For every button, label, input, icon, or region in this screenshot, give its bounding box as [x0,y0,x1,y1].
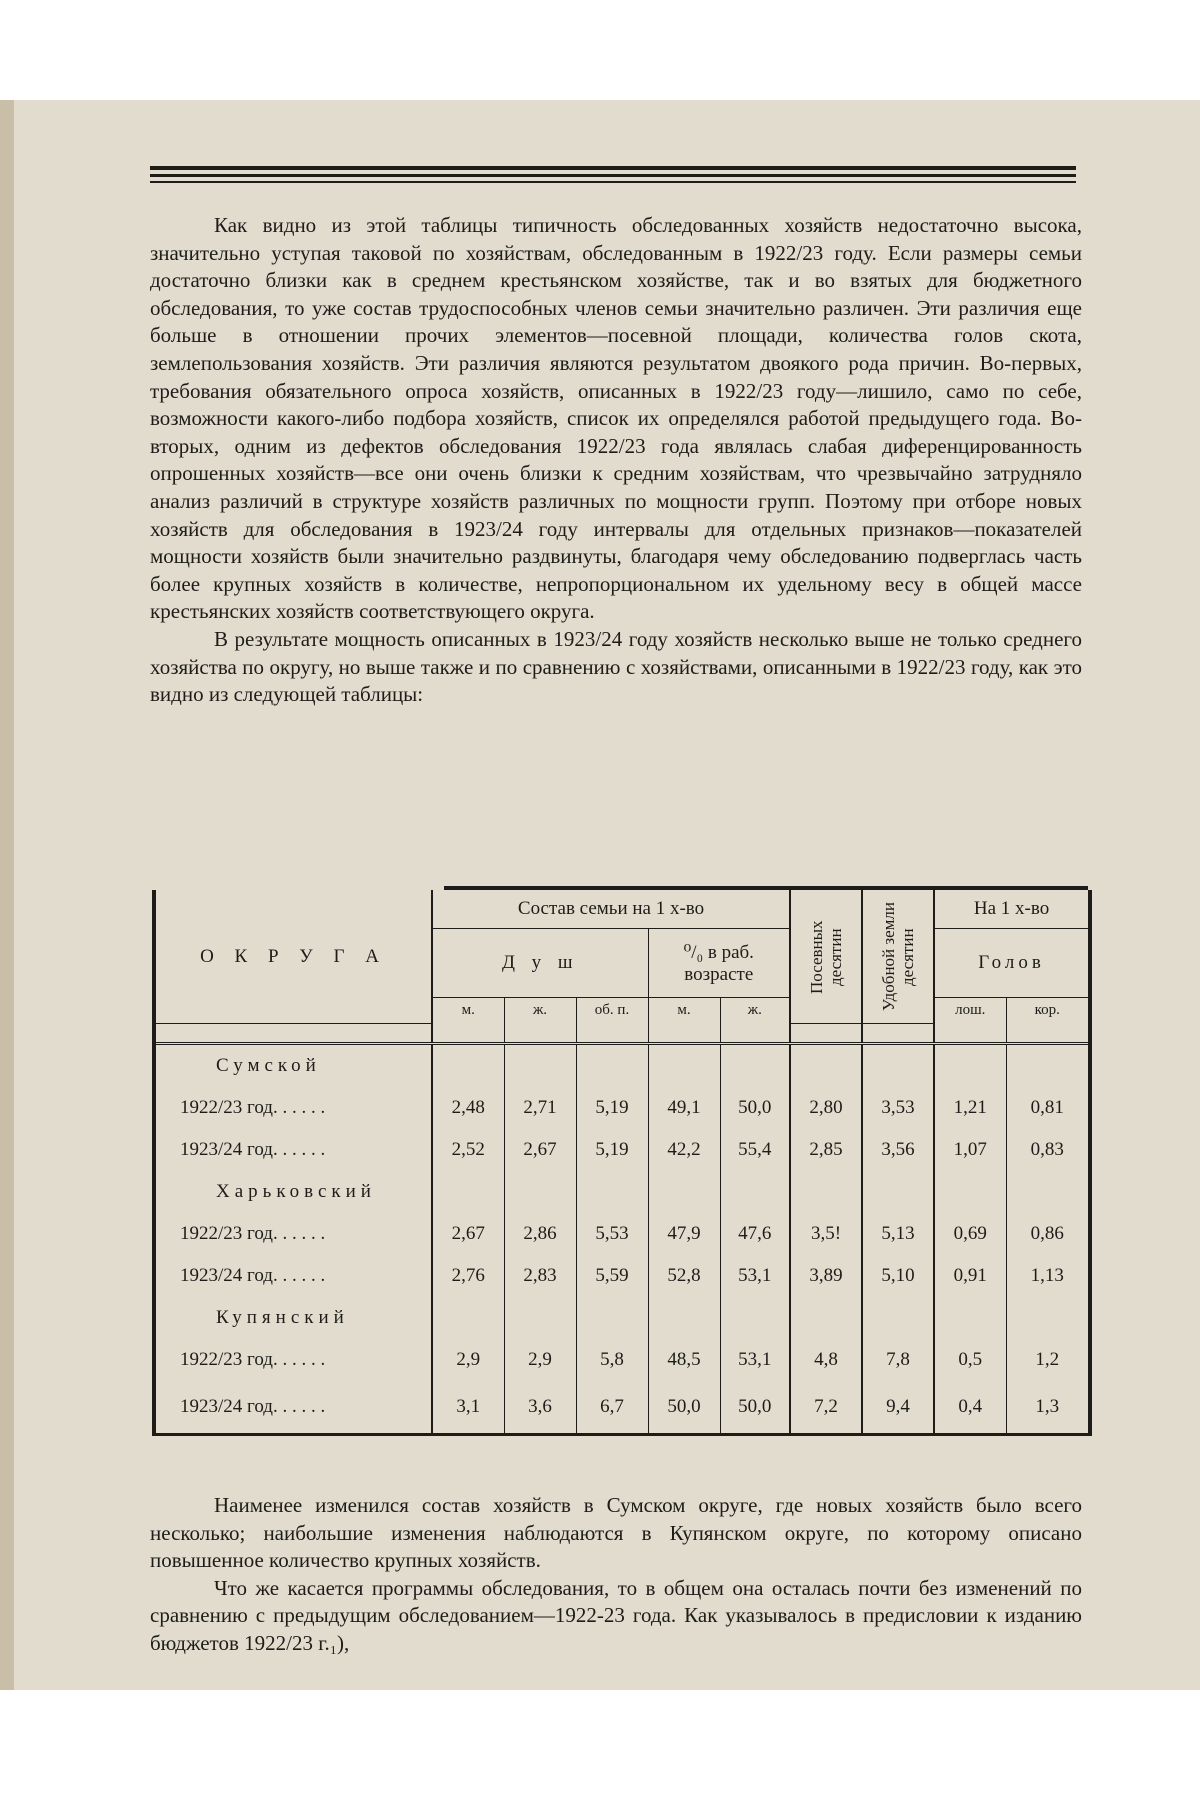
unit-m: м. [432,998,504,1024]
table-cell: 2,48 [432,1087,504,1129]
text-block-top [150,212,1082,709]
table-cell: 53,1 [720,1255,790,1297]
table-cell: 5,53 [576,1213,648,1255]
row-label: 1922/23 год. . . . . . [154,1339,432,1381]
text-block-bottom [150,1492,1082,1658]
unit-m2: м. [648,998,720,1024]
table-cell: 1,21 [934,1087,1006,1129]
table-cell: 49,1 [648,1087,720,1129]
row-label: 1923/24 год. . . . . . [154,1381,432,1435]
table-cell: 3,6 [504,1381,576,1435]
table-cell: 42,2 [648,1129,720,1171]
table-cell: 2,9 [432,1339,504,1381]
table-cell: 0,69 [934,1213,1006,1255]
table-cell: 5,13 [862,1213,934,1255]
table-cell: 53,1 [720,1339,790,1381]
table-cell: 6,7 [576,1381,648,1435]
header-rule [150,166,1076,188]
table-cell: 47,6 [720,1213,790,1255]
row-label: 1923/24 год. . . . . . [154,1255,432,1297]
table-cell: 50,0 [720,1381,790,1435]
unit-horses: лош. [934,998,1006,1024]
table-cell: 0,86 [1006,1213,1090,1255]
paragraph: Наименее изменился состав хозяйств в Сумском округе, где новых хозяйств было всего несколько; наибольшие изменения наблюдаются в Купянском округе, по которому описано повышенное количество крупных хозяйств. [150,1493,1082,1573]
unit-ob-p: об. п. [576,998,648,1024]
table-cell: 2,80 [790,1087,862,1129]
paragraph: Как видно из этой таблицы типичность обследованных хозяйств недостаточно высока, значительно уступая таковой по хозяйствам, обследованным в 1922/23 году. Если размеры семьи достаточно близки как в среднем крестьянском хозяйстве, так и во взятых для бюджетного обследования, то уже состав трудоспособных членов семьи значительно различен. Эти различия еще больше в отношении прочих элементов—посевной площади, количества голов скота, землепользования хозяйств. Эти различия являются результатом двоякого рода причин. Во-первых, требования обязательного опроса хозяйств, описанных в 1922/23 году—лишило, само по себе, возможности какого-либо подбора хозяйств, список их определялся работой предыдущего года. Во-вторых, одним из дефектов обследования 1922/23 года являлась слабая диференцированность опрошенных хозяйств—все они очень близки к средним хозяйствам, что чрезвычайно затрудняло анализ различий в структуре хозяйств различных по мощности групп. Поэтому при отборе новых хозяйств для обследования в 1923/24 году интервалы для отдельных признаков—показателей мощности хозяйств были значительно раздвинуты, благодаря чему обследованию подверглась часть более крупных хозяйств в количестве, непропорциональном их удельному весу в общей массе крестьянских хозяйств соответствующего округа. [150,213,1082,624]
table-cell: 50,0 [720,1087,790,1129]
table-cell: 0,83 [1006,1129,1090,1171]
table-cell: 9,4 [862,1381,934,1435]
header-land: Удобной земли десятин [862,890,934,1024]
table-cell: 55,4 [720,1129,790,1171]
table-cell: 3,1 [432,1381,504,1435]
header-heads: Голов [934,929,1090,998]
header-working-age: ⁰/₀ в раб. возрасте [648,929,790,998]
table-cell: 0,4 [934,1381,1006,1435]
table-cell: 7,2 [790,1381,862,1435]
table-cell: 2,9 [504,1339,576,1381]
table-row [154,1087,1090,1129]
table-cell: 2,76 [432,1255,504,1297]
comparison-table [152,886,1088,1436]
table-row [154,1381,1090,1435]
table-body [152,1045,1092,1436]
table-cell: 2,83 [504,1255,576,1297]
table-cell: 1,13 [1006,1255,1090,1297]
table-cell: 1,07 [934,1129,1006,1171]
table-cell: 0,5 [934,1339,1006,1381]
paragraph: В результате мощность описанных в 1923/24 году хозяйств несколько выше не только среднего хозяйства по округу, но выше также и по сравнению с хозяйствами, описанными в 1922/23 году, как это видно из следующей таблицы: [150,626,1082,707]
table-cell: 2,85 [790,1129,862,1171]
table-cell: 5,10 [862,1255,934,1297]
unit-zh: ж. [504,998,576,1024]
header-dush: Д у ш [432,929,648,998]
table-cell: 5,8 [576,1339,648,1381]
group-name: Купянский [154,1297,432,1339]
header-family: Состав семьи на 1 х-во [432,890,790,929]
table-cell: 0,81 [1006,1087,1090,1129]
row-label: 1922/23 год. . . . . . [154,1213,432,1255]
table-cell: 47,9 [648,1213,720,1255]
group-name: Харьковский [154,1171,432,1213]
table-cell: 1,2 [1006,1339,1090,1381]
group-row [154,1297,1090,1339]
group-name: Сумской [154,1045,432,1087]
table-cell: 2,71 [504,1087,576,1129]
header-per-farm: На 1 х-во [934,890,1090,929]
unit-zh2: ж. [720,998,790,1024]
table-row [154,1339,1090,1381]
group-row [154,1171,1090,1213]
row-label: 1923/24 год. . . . . . [154,1129,432,1171]
unit-cows: кор. [1006,998,1090,1024]
table-cell: 50,0 [648,1381,720,1435]
table-cell: 7,8 [862,1339,934,1381]
header-sown: Посевных десятин [790,890,862,1024]
table-cell: 2,86 [504,1213,576,1255]
table-cell: 5,59 [576,1255,648,1297]
row-label: 1922/23 год. . . . . . [154,1087,432,1129]
table-cell: 2,67 [432,1213,504,1255]
table-cell: 3,56 [862,1129,934,1171]
table-cell: 5,19 [576,1087,648,1129]
table-cell: 0,91 [934,1255,1006,1297]
table-cell: 5,19 [576,1129,648,1171]
table-cell: 2,67 [504,1129,576,1171]
table-cell: 3,89 [790,1255,862,1297]
table-row [154,1255,1090,1297]
group-row [154,1045,1090,1087]
table-cell: 2,52 [432,1129,504,1171]
table-cell: 3,5! [790,1213,862,1255]
table-cell: 3,53 [862,1087,934,1129]
table-row [154,1129,1090,1171]
table-row [154,1213,1090,1255]
table-cell: 1,3 [1006,1381,1090,1435]
paragraph: Что же касается программы обследования, то в общем она осталась почти без изменений по сравнению с предыдущим обследованием—1922-23 года. Как указывалось в предисловии к изданию бюджетов 1922/23 г.₁), [150,1575,1082,1655]
table-cell: 4,8 [790,1339,862,1381]
book-page [0,100,1200,1690]
column-okruga: О К Р У Г А [154,890,432,1024]
table-cell: 52,8 [648,1255,720,1297]
table-cell: 48,5 [648,1339,720,1381]
